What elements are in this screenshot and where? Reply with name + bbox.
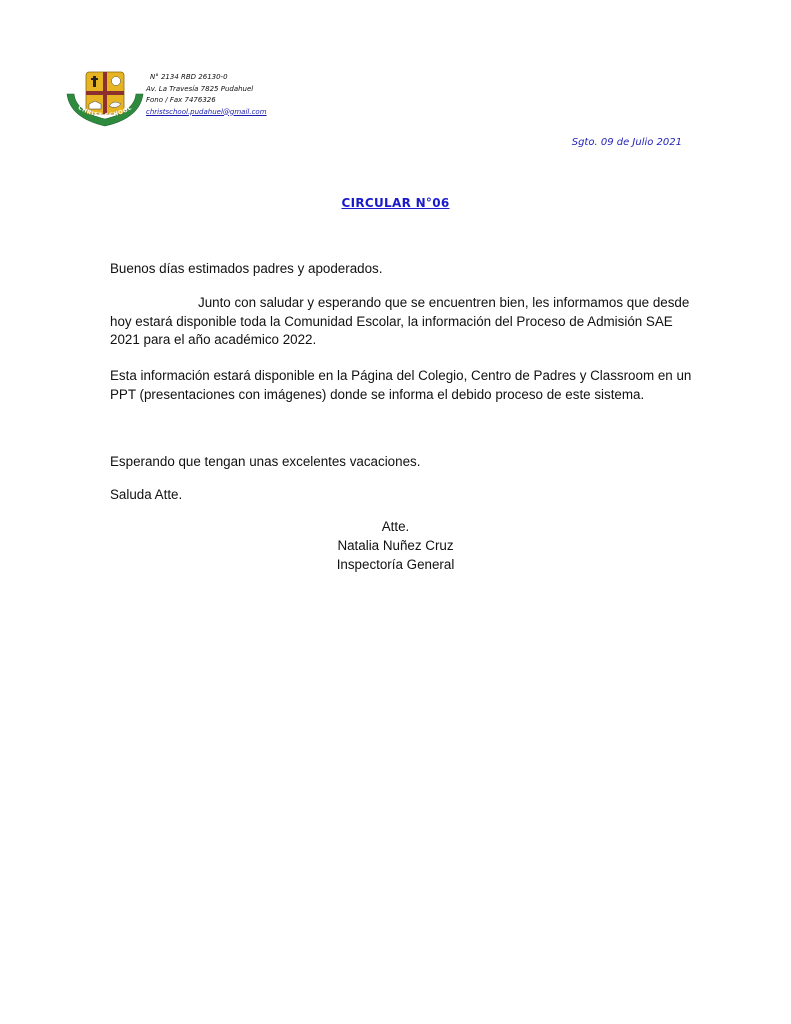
school-crest-logo xyxy=(64,68,146,130)
paragraph2-line1: Junto con saludar y esperando que se encuentren bien, les informamos que desde xyxy=(198,295,690,310)
rbd-number: N° 2134 RBD 26130-0 xyxy=(150,73,228,81)
signature-name: Natalia Nuñez Cruz xyxy=(337,538,454,553)
greeting xyxy=(110,260,690,279)
paragraph2-line3: 2021 para el año académico 2022. xyxy=(110,332,317,347)
salutation-line: Saluda Atte. xyxy=(110,487,183,502)
salutation xyxy=(110,486,690,505)
paragraph-availability xyxy=(110,367,690,404)
school-phone: Fono / Fax 7476326 xyxy=(146,96,216,104)
paragraph3-line2: PPT (presentaciones con imágenes) donde se informa el debido proceso de este sistema. xyxy=(110,386,645,402)
signature-block xyxy=(0,517,791,574)
signature-atte: Atte. xyxy=(381,519,410,534)
document-date: Sgto. 09 de Julio 2021 xyxy=(571,137,682,148)
closing-line: Esperando que tengan unas excelentes vacaciones. xyxy=(110,454,421,469)
signature-role: Inspectoría General xyxy=(336,557,455,572)
circular-title: CIRCULAR N°06 xyxy=(341,196,450,210)
paragraph2-line2: hoy estará disponible toda la Comunidad Escolar, la información del Proceso de Admisión SAE xyxy=(110,313,673,329)
paragraph3-line1: Esta información estará disponible en la Página del Colegio, Centro de Padres y Classroom en un xyxy=(110,368,692,383)
closing xyxy=(110,453,690,472)
paragraph-admission-info xyxy=(110,294,690,350)
greeting-line: Buenos días estimados padres y apoderados. xyxy=(110,261,383,276)
school-address: Av. La Travesía 7825 Pudahuel xyxy=(146,84,254,93)
school-email-link[interactable]: christschool.pudahuel@gmail.com xyxy=(146,107,267,116)
school-info xyxy=(146,72,267,118)
logo-text: CHRIST SCHOOL xyxy=(76,105,134,120)
